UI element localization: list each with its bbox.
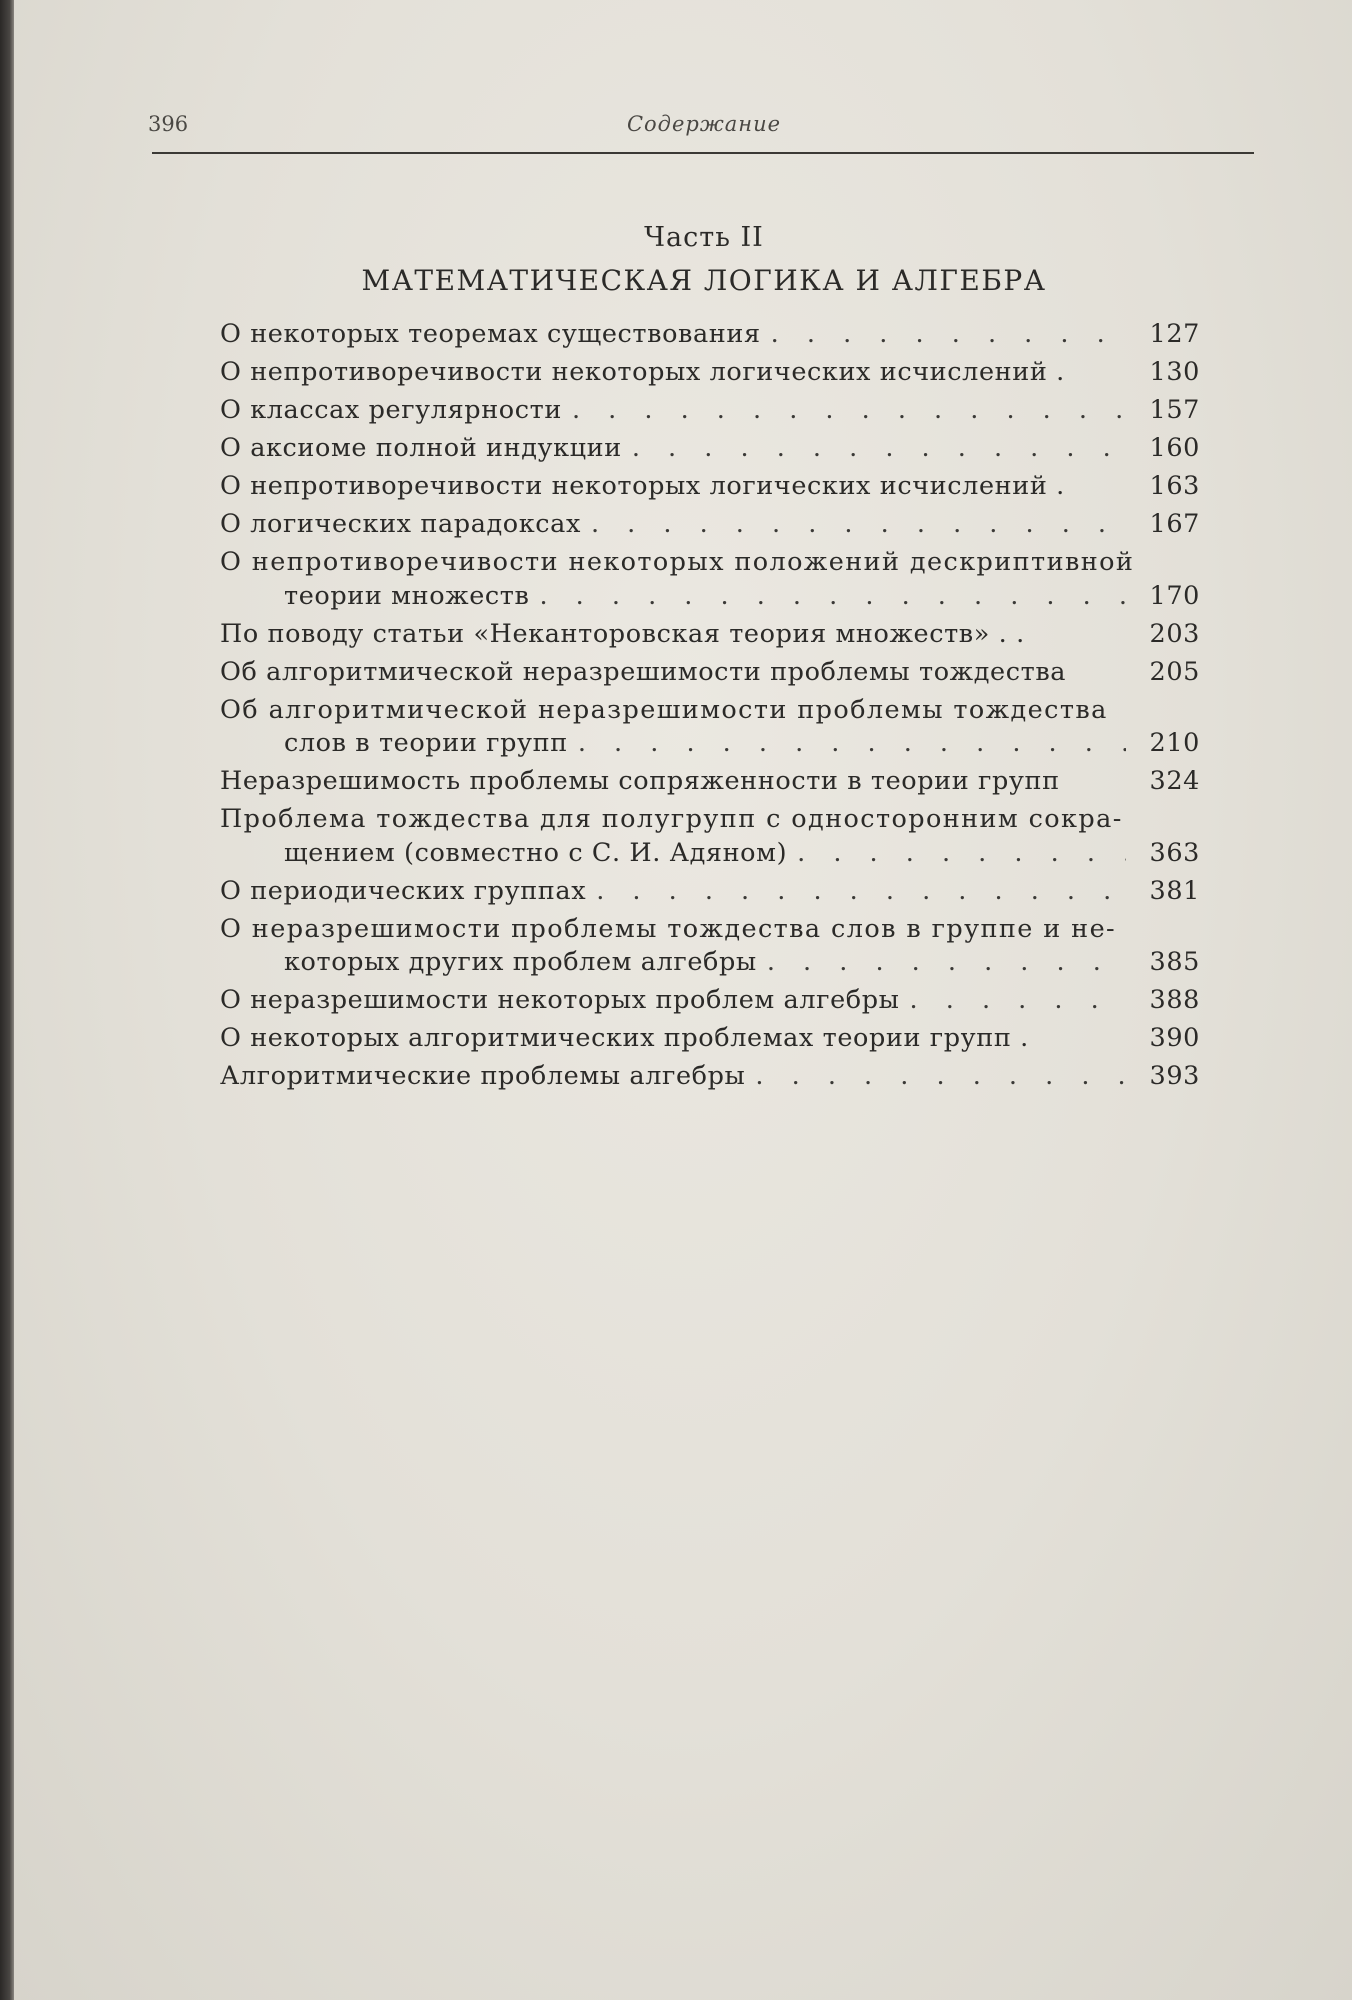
toc-entry [220,618,1200,652]
toc-entry-line [220,984,1200,1018]
table-of-contents [220,318,1200,1098]
toc-entry [220,694,1200,761]
toc-entry-title: О непротиворечивости некоторых положений дескриптивной [220,547,1135,577]
toc-entry-line [220,546,1200,580]
dot-leader [910,984,1126,1018]
toc-entry-line [220,470,1200,504]
toc-page-number: 385 [1149,947,1200,977]
toc-page-number: 167 [1149,509,1200,539]
toc-entry-title: слов в теории групп [284,728,568,758]
dot-leader [591,508,1126,542]
toc-entry [220,546,1200,613]
toc-entry-title: О аксиоме полной индукции [220,433,622,463]
part-label: Часть II [644,222,764,253]
toc-page-number: 130 [1149,357,1200,387]
running-title: Содержание [626,112,782,136]
toc-entry-title: теории множеств [284,580,530,611]
header-rule [152,152,1254,154]
dot-leader [767,946,1126,980]
toc-entry-title: Алгоритмические проблемы алгебры [220,1061,746,1091]
toc-entry-line [220,356,1200,390]
toc-entry-title: Об алгоритмической неразрешимости проблемы тождества [220,656,1067,687]
toc-page-number: 388 [1149,985,1200,1015]
toc-page-number: 210 [1149,728,1200,758]
toc-page-number: 127 [1149,319,1200,349]
toc-entry-line [220,694,1200,728]
toc-page-number: 157 [1149,395,1200,425]
toc-page-number: 160 [1149,433,1200,463]
toc-entry-line [220,913,1200,947]
toc-entry-line [220,394,1200,428]
toc-entry [220,765,1200,799]
toc-entry-line [220,432,1200,466]
toc-entry-title: О непротиворечивости некоторых логических исчислений . [220,471,1065,501]
toc-entry [220,984,1200,1018]
dot-leader [572,394,1126,428]
dot-leader [632,432,1126,466]
book-spine-edge [0,0,14,2000]
toc-entry [220,1022,1200,1056]
toc-page-number: 205 [1149,656,1200,687]
toc-page-number: 203 [1149,618,1200,649]
dot-leader [578,727,1126,761]
toc-entry-line [220,727,1200,761]
toc-entry-title: Проблема тождества для полугрупп с односторонним сокра- [220,804,1123,834]
toc-entry-line [220,803,1200,837]
toc-entry-line [220,765,1200,799]
toc-entry-title: По поводу статьи «Неканторовская теория множеств» . . [220,618,1025,649]
toc-entry-title: которых других проблем алгебры [284,947,757,977]
toc-entry-line [220,837,1200,871]
page-header [148,112,1260,152]
part-title: МАТЕМАТИЧЕСКАЯ ЛОГИКА И АЛГЕБРА [361,264,1047,297]
toc-page-number: 393 [1149,1061,1200,1091]
toc-entry [220,1060,1200,1094]
toc-entry-line [220,318,1200,352]
toc-entry [220,656,1200,690]
toc-entry-title: О периодических группах [220,875,587,906]
toc-entry-title: О некоторых теоремах существования [220,319,761,349]
toc-entry-title: О неразрешимости проблемы тождества слов в группе и не- [220,913,1117,944]
dot-leader [596,875,1126,909]
toc-entry-title: О логических парадоксах [220,509,581,539]
toc-entry-title: Неразрешимость проблемы сопряженности в теории групп [220,766,1060,796]
toc-page-number: 163 [1149,471,1200,501]
toc-entry-title: О классах регулярности [220,395,562,425]
toc-page-number: 324 [1149,766,1200,796]
toc-entry [220,803,1200,870]
book-page [14,0,1352,2000]
toc-entry [220,356,1200,390]
toc-entry-line [220,1060,1200,1094]
toc-entry [220,913,1200,980]
toc-entry-line [220,875,1200,909]
toc-entry [220,394,1200,428]
toc-entry-line [220,580,1200,614]
toc-entry-line [220,656,1200,690]
toc-entry [220,432,1200,466]
toc-entry-title: О неразрешимости некоторых проблем алгебры [220,985,900,1015]
toc-entry-title: щением (совместно с С. И. Адяном) [284,837,788,868]
dot-leader [771,318,1126,352]
toc-page-number: 170 [1149,580,1200,611]
dot-leader [755,1060,1126,1094]
toc-entry [220,470,1200,504]
toc-entry-title: Об алгоритмической неразрешимости проблемы тождества [220,694,1108,725]
toc-entry-line [220,1022,1200,1056]
toc-entry-title: О непротиворечивости некоторых логических исчислений . [220,357,1065,387]
toc-page-number: 381 [1149,875,1200,906]
toc-entry [220,318,1200,352]
page-number: 396 [148,112,189,136]
dot-leader [539,580,1126,614]
toc-page-number: 363 [1149,837,1200,868]
toc-entry-title: О некоторых алгоритмических проблемах теории групп . [220,1023,1029,1053]
dot-leader [797,837,1126,871]
toc-entry [220,508,1200,542]
toc-page-number: 390 [1149,1023,1200,1053]
toc-entry-line [220,946,1200,980]
toc-entry-line [220,508,1200,542]
toc-entry-line [220,618,1200,652]
toc-entry [220,875,1200,909]
